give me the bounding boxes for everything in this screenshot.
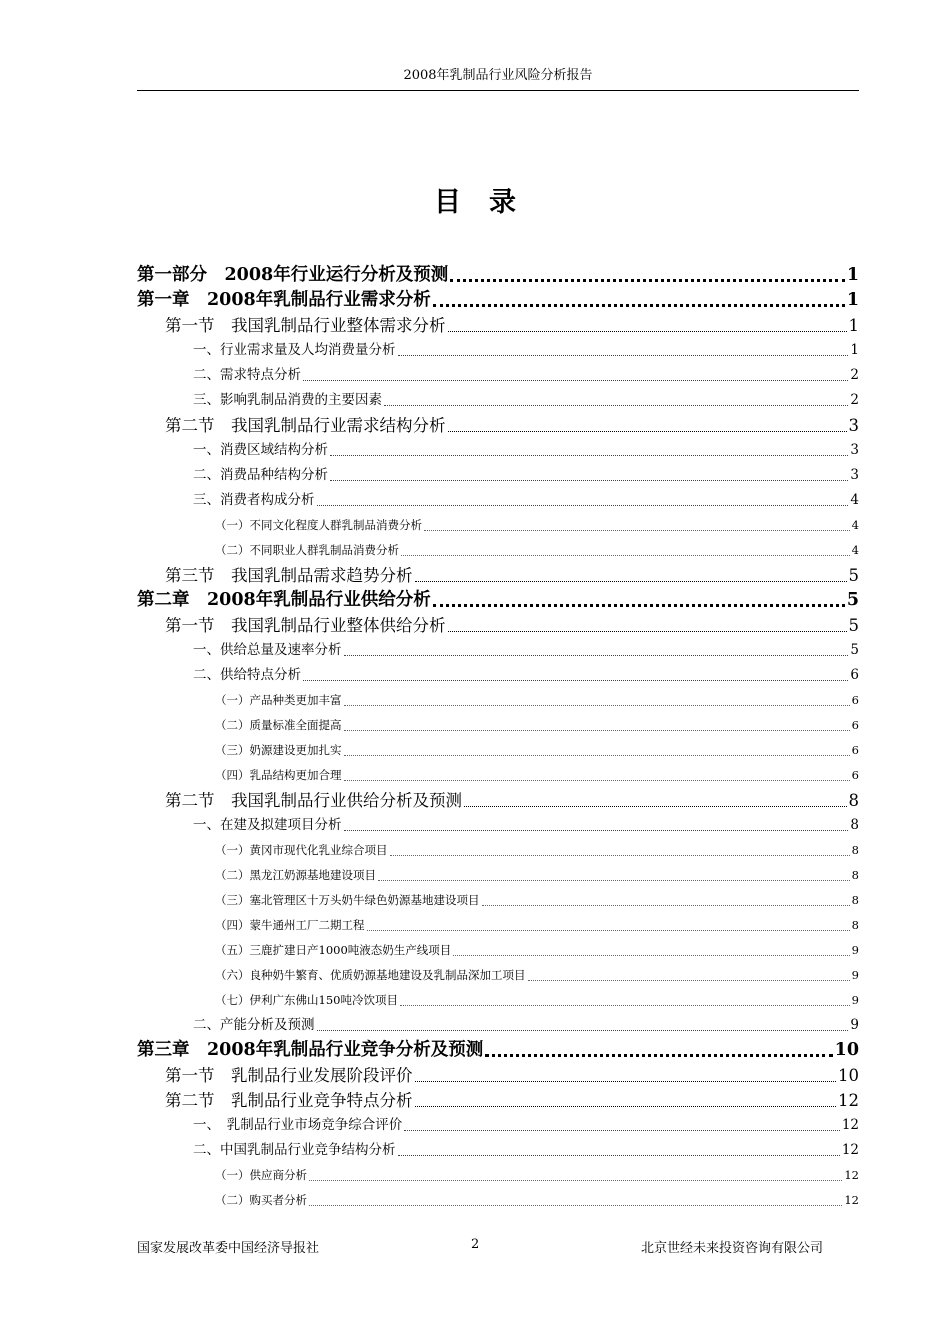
toc-entry-title: 第二章 2008年乳制品行业供给分析: [137, 590, 431, 610]
toc-dot-leader: [390, 854, 850, 856]
toc-dot-leader: [448, 430, 847, 432]
toc-entry-title: （一）产品种类更加丰富: [215, 693, 342, 707]
toc-dot-leader: [401, 554, 850, 556]
toc-entry-title: （二）不同职业人群乳制品消费分析: [215, 543, 399, 557]
toc-entry-title: 一、行业需求量及人均消费量分析: [193, 342, 396, 358]
toc-dot-leader: [485, 1053, 832, 1057]
toc-entry-title: 第一节 乳制品行业发展阶段评价: [165, 1066, 413, 1085]
toc-entry-item[interactable]: [137, 488, 859, 513]
toc-entry-title: （二）质量标准全面提高: [215, 718, 342, 732]
toc-entry-page-number: 1: [846, 290, 859, 310]
toc-entry-item[interactable]: [137, 663, 859, 688]
toc-dot-leader: [415, 580, 847, 582]
toc-dot-leader: [453, 954, 849, 956]
toc-entry-page-number: 8: [851, 918, 859, 932]
toc-dot-leader: [317, 504, 849, 506]
toc-entry-page-number: 1: [850, 342, 859, 358]
footer-page-number: 2: [471, 1237, 480, 1252]
toc-entry-title: 一、在建及拟建项目分析: [193, 817, 342, 833]
toc-entry-sub[interactable]: [137, 713, 859, 738]
toc-entry-page-number: 3: [850, 442, 859, 458]
header-title: 2008年乳制品行业风险分析报告: [403, 68, 593, 83]
toc-entry-title: 二、产能分析及预测: [193, 1017, 315, 1033]
toc-dot-leader: [450, 278, 845, 282]
toc-entry-item[interactable]: [137, 638, 859, 663]
toc-dot-leader: [398, 1154, 840, 1156]
toc-dot-leader: [448, 330, 847, 332]
toc-entry-title: 三、影响乳制品消费的主要因素: [193, 392, 382, 408]
toc-dot-leader: [317, 1029, 849, 1031]
toc-entry-section[interactable]: [137, 613, 859, 638]
toc-entry-page-number: 4: [850, 492, 859, 508]
page-footer: [137, 1237, 859, 1257]
page-header: [137, 66, 859, 91]
toc-entry-sub[interactable]: [137, 963, 859, 988]
toc-dot-leader: [448, 630, 847, 632]
toc-entry-chapter[interactable]: [137, 588, 859, 613]
toc-dot-leader: [344, 729, 850, 731]
toc-entry-part[interactable]: [137, 263, 859, 288]
toc-entry-page-number: 12: [841, 1117, 859, 1133]
toc-entry-title: （四）乳品结构更加合理: [215, 768, 342, 782]
toc-entry-item[interactable]: [137, 1138, 859, 1163]
toc-dot-leader: [424, 529, 850, 531]
toc-entry-sub[interactable]: [137, 863, 859, 888]
toc-entry-page-number: 4: [851, 543, 859, 557]
footer-publisher: 国家发展改革委中国经济导报社: [137, 1241, 320, 1256]
toc-entry-item[interactable]: [137, 388, 859, 413]
toc-entry-title: 一、供给总量及速率分析: [193, 642, 342, 658]
toc-entry-page-number: 12: [844, 1168, 859, 1182]
toc-entry-title: 第二节 我国乳制品行业供给分析及预测: [165, 791, 462, 810]
toc-entry-title: （七）伊利广东佛山150吨冷饮项目: [215, 993, 398, 1007]
toc-entry-page-number: 4: [851, 518, 859, 532]
toc-entry-sub[interactable]: [137, 513, 859, 538]
toc-entry-page-number: 1: [846, 265, 859, 285]
toc-dot-leader: [433, 303, 845, 307]
toc-entry-title: （二）黑龙江奶源基地建设项目: [215, 868, 376, 882]
toc-entry-page-number: 6: [851, 743, 859, 757]
toc-entry-item[interactable]: [137, 363, 859, 388]
toc-entry-title: 第二节 我国乳制品行业需求结构分析: [165, 416, 446, 435]
toc-entry-section[interactable]: [137, 788, 859, 813]
toc-dot-leader: [330, 454, 848, 456]
toc-entry-page-number: 5: [850, 642, 859, 658]
toc-dot-leader: [303, 679, 848, 681]
toc-entry-page-number: 3: [848, 416, 859, 435]
toc-entry-page-number: 6: [851, 693, 859, 707]
toc-entry-title: （五）三鹿扩建日产1000吨液态奶生产线项目: [215, 943, 452, 957]
toc-entry-title: 第一节 我国乳制品行业整体需求分析: [165, 316, 446, 335]
toc-entry-section[interactable]: [137, 413, 859, 438]
toc-entry-sub[interactable]: [137, 538, 859, 563]
table-of-contents: [137, 263, 859, 1213]
toc-entry-title: 第一部分 2008年行业运行分析及预测: [137, 265, 449, 285]
toc-entry-page-number: 12: [838, 1091, 859, 1110]
toc-entry-section[interactable]: [137, 313, 859, 338]
toc-entry-sub[interactable]: [137, 738, 859, 763]
toc-entry-page-number: 10: [834, 1040, 859, 1060]
toc-entry-page-number: 9: [851, 943, 859, 957]
toc-dot-leader: [344, 754, 850, 756]
toc-dot-leader: [303, 379, 848, 381]
toc-entry-page-number: 3: [850, 467, 859, 483]
footer-company: 北京世经未来投资咨询有限公司: [640, 1241, 823, 1256]
toc-entry-title: （六）良种奶牛繁育、优质奶源基地建设及乳制品深加工项目: [215, 968, 526, 982]
toc-entry-page-number: 12: [844, 1193, 859, 1207]
toc-dot-leader: [482, 904, 850, 906]
toc-entry-page-number: 2: [850, 367, 859, 383]
toc-entry-title: 二、供给特点分析: [193, 667, 301, 683]
toc-entry-page-number: 12: [841, 1142, 859, 1158]
toc-entry-section[interactable]: [137, 563, 859, 588]
toc-entry-sub[interactable]: [137, 1188, 859, 1213]
toc-entry-title: （一）不同文化程度人群乳制品消费分析: [215, 518, 422, 532]
toc-entry-title: 第一章 2008年乳制品行业需求分析: [137, 290, 431, 310]
toc-dot-leader: [400, 1004, 850, 1006]
toc-entry-page-number: 9: [851, 993, 859, 1007]
toc-entry-item[interactable]: [137, 1013, 859, 1038]
toc-dot-leader: [309, 1204, 842, 1206]
toc-dot-leader: [404, 1129, 840, 1131]
toc-dot-leader: [378, 879, 850, 881]
toc-entry-page-number: 5: [848, 616, 859, 635]
toc-entry-item[interactable]: [137, 438, 859, 463]
toc-entry-page-number: 2: [850, 392, 859, 408]
toc-entry-page-number: 8: [850, 817, 859, 833]
toc-dot-leader: [344, 654, 849, 656]
toc-entry-page-number: 8: [851, 893, 859, 907]
toc-entry-title: 一、消费区域结构分析: [193, 442, 328, 458]
toc-dot-leader: [384, 404, 848, 406]
toc-dot-leader: [415, 1080, 837, 1082]
toc-entry-sub[interactable]: [137, 1163, 859, 1188]
toc-entry-title: 第三节 我国乳制品需求趋势分析: [165, 566, 413, 585]
toc-entry-item[interactable]: [137, 1113, 859, 1138]
toc-entry-title: （三）奶源建设更加扎实: [215, 743, 342, 757]
toc-entry-item[interactable]: [137, 463, 859, 488]
toc-dot-leader: [415, 1105, 837, 1107]
toc-dot-leader: [528, 979, 850, 981]
toc-entry-title: 第一节 我国乳制品行业整体供给分析: [165, 616, 446, 635]
toc-dot-leader: [309, 1179, 842, 1181]
toc-entry-page-number: 5: [846, 590, 859, 610]
toc-entry-page-number: 8: [848, 791, 859, 810]
toc-entry-sub[interactable]: [137, 688, 859, 713]
toc-entry-page-number: 9: [851, 968, 859, 982]
toc-entry-section[interactable]: [137, 1063, 859, 1088]
toc-entry-title: 第二节 乳制品行业竞争特点分析: [165, 1091, 413, 1110]
toc-dot-leader: [344, 829, 849, 831]
toc-entry-sub[interactable]: [137, 938, 859, 963]
toc-dot-leader: [330, 479, 848, 481]
toc-entry-page-number: 1: [848, 316, 859, 335]
toc-entry-title: 三、消费者构成分析: [193, 492, 315, 508]
toc-entry-sub[interactable]: [137, 888, 859, 913]
toc-dot-leader: [398, 354, 849, 356]
toc-entry-page-number: 5: [848, 566, 859, 585]
toc-entry-page-number: 8: [851, 868, 859, 882]
toc-entry-page-number: 10: [838, 1066, 859, 1085]
toc-entry-item[interactable]: [137, 338, 859, 363]
toc-entry-sub[interactable]: [137, 838, 859, 863]
toc-entry-title: 二、中国乳制品行业竞争结构分析: [193, 1142, 396, 1158]
toc-entry-page-number: 6: [850, 667, 859, 683]
toc-dot-leader: [344, 779, 850, 781]
toc-dot-leader: [344, 704, 850, 706]
toc-entry-sub[interactable]: [137, 913, 859, 938]
toc-entry-title: （四）蒙牛通州工厂二期工程: [215, 918, 365, 932]
toc-entry-title: 第三章 2008年乳制品行业竞争分析及预测: [137, 1040, 484, 1060]
toc-entry-page-number: 6: [851, 768, 859, 782]
toc-dot-leader: [433, 603, 845, 607]
toc-entry-section[interactable]: [137, 1088, 859, 1113]
toc-entry-sub[interactable]: [137, 988, 859, 1013]
toc-entry-item[interactable]: [137, 813, 859, 838]
toc-entry-chapter[interactable]: [137, 1038, 859, 1063]
toc-entry-title: 二、消费品种结构分析: [193, 467, 328, 483]
toc-entry-sub[interactable]: [137, 763, 859, 788]
document-title: 目录: [434, 187, 544, 218]
toc-entry-page-number: 6: [851, 718, 859, 732]
toc-entry-page-number: 9: [850, 1017, 859, 1033]
toc-entry-chapter[interactable]: [137, 288, 859, 313]
toc-entry-title: （二）购买者分析: [215, 1193, 307, 1207]
toc-dot-leader: [367, 929, 850, 931]
toc-entry-title: 二、需求特点分析: [193, 367, 301, 383]
toc-entry-title: 一、 乳制品行业市场竞争综合评价: [193, 1117, 403, 1133]
toc-dot-leader: [464, 805, 847, 807]
toc-entry-title: （三）塞北管理区十万头奶牛绿色奶源基地建设项目: [215, 893, 480, 907]
toc-entry-page-number: 8: [851, 843, 859, 857]
toc-entry-title: （一）黄冈市现代化乳业综合项目: [215, 843, 388, 857]
toc-entry-title: （一）供应商分析: [215, 1168, 307, 1182]
